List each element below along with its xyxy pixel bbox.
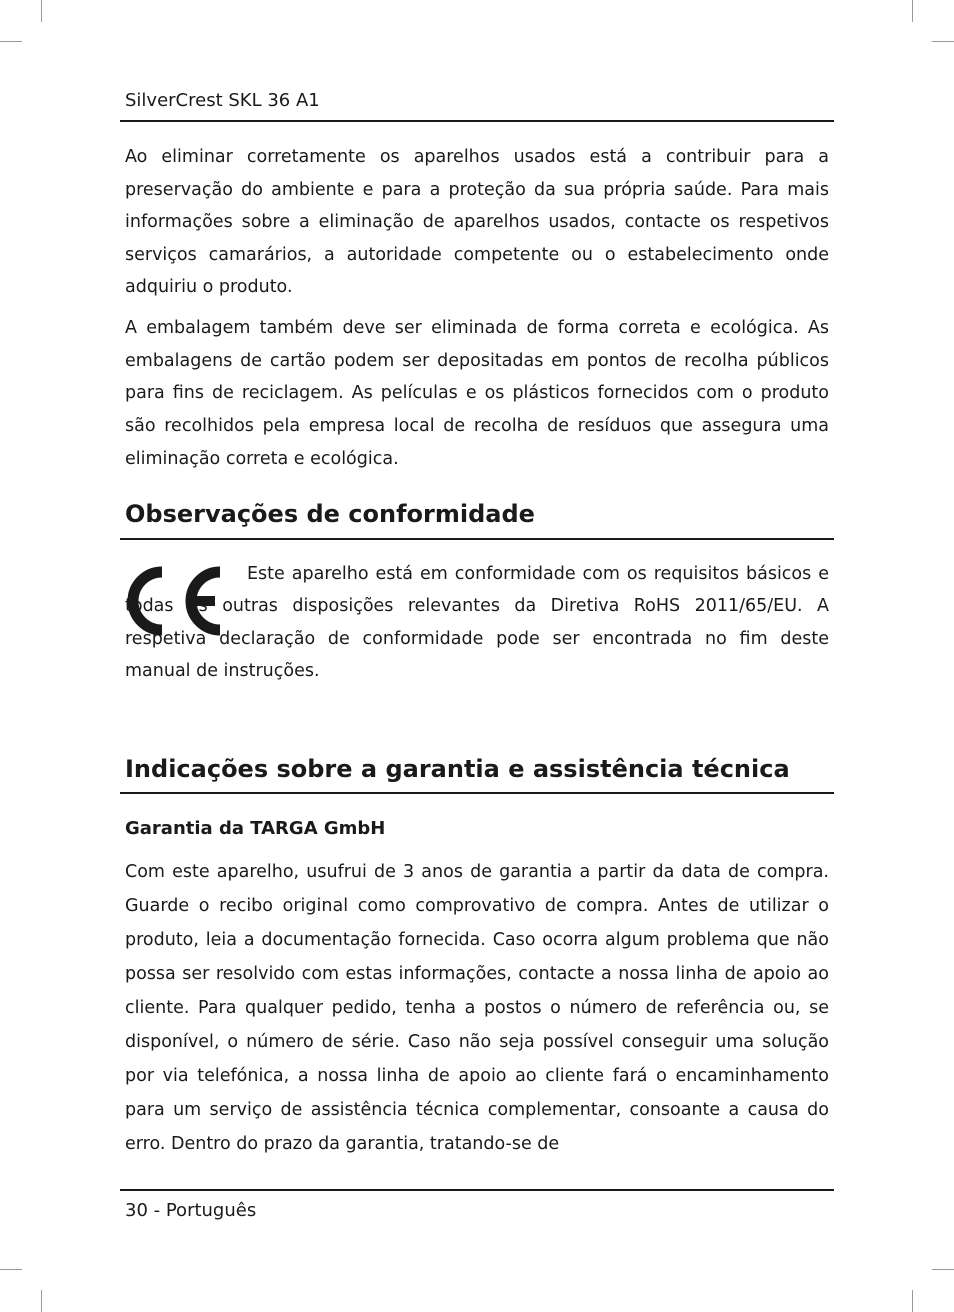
conformity-heading: Observações de conformidade <box>125 500 535 528</box>
crop-mark <box>0 41 22 42</box>
warranty-subheading: Garantia da TARGA GmbH <box>125 818 386 839</box>
header-rule <box>120 120 834 122</box>
footer-rule <box>120 1189 834 1191</box>
crop-mark <box>41 0 42 22</box>
disposal-paragraph-2: A embalagem também deve ser eliminada de forma correta e ecológica. As embalagens de cartão podem ser depositadas em pontos de recolha públicos para fins de reciclagem. As películas e os plásticos fornecidos com o produto são recolhidos pela empresa local de recolha de resíduos que assegura uma eliminação correta e ecológica. <box>125 318 829 469</box>
warranty-text: Com este aparelho, usufrui de 3 anos de garantia a partir da data de compra. Guarde o recibo original como comprovativo de compra. Antes de utilizar o produto, leia a documentação fornecida. Caso ocorra algum problema que não possa ser resolvido com estas informações, contacte a nossa linha de apoio ao cliente. Para qualquer pedido, tenha a postos o número de referência ou, se disponível, o número de série. Caso não seja possível conseguir uma solução por via telefónica, a nossa linha de apoio ao cliente fará o encaminhamento para um serviço de assistência técnica complementar, consoante a causa do erro. Dentro do prazo da garantia, tratando-se de <box>125 862 829 1154</box>
crop-mark <box>0 1269 22 1270</box>
section-rule <box>120 792 834 794</box>
running-header: SilverCrest SKL 36 A1 <box>125 90 320 111</box>
crop-mark <box>932 1269 954 1270</box>
warranty-heading: Indicações sobre a garantia e assistência técnica <box>125 755 790 783</box>
disposal-paragraph-1: Ao eliminar corretamente os aparelhos usados está a contribuir para a preservação do ambiente e para a proteção da sua própria saúde. Para mais informações sobre a eliminação de aparelhos usados, contacte os respetivos serviços camarários, a autoridade competente ou o estabelecimento onde adquiriu o produto. <box>125 147 829 297</box>
page-number: 30 - Português <box>125 1200 257 1221</box>
conformity-text: Este aparelho está em conformidade com os requisitos básicos e todas as outras disposições relevantes da Diretiva RoHS 2011/65/EU. A respetiva declaração de conformidade pode ser encontrada no fim deste manual de instruções. <box>125 564 829 681</box>
crop-mark <box>912 0 913 22</box>
section-rule <box>120 538 834 540</box>
crop-mark <box>41 1290 42 1312</box>
crop-mark <box>912 1290 913 1312</box>
crop-mark <box>932 41 954 42</box>
